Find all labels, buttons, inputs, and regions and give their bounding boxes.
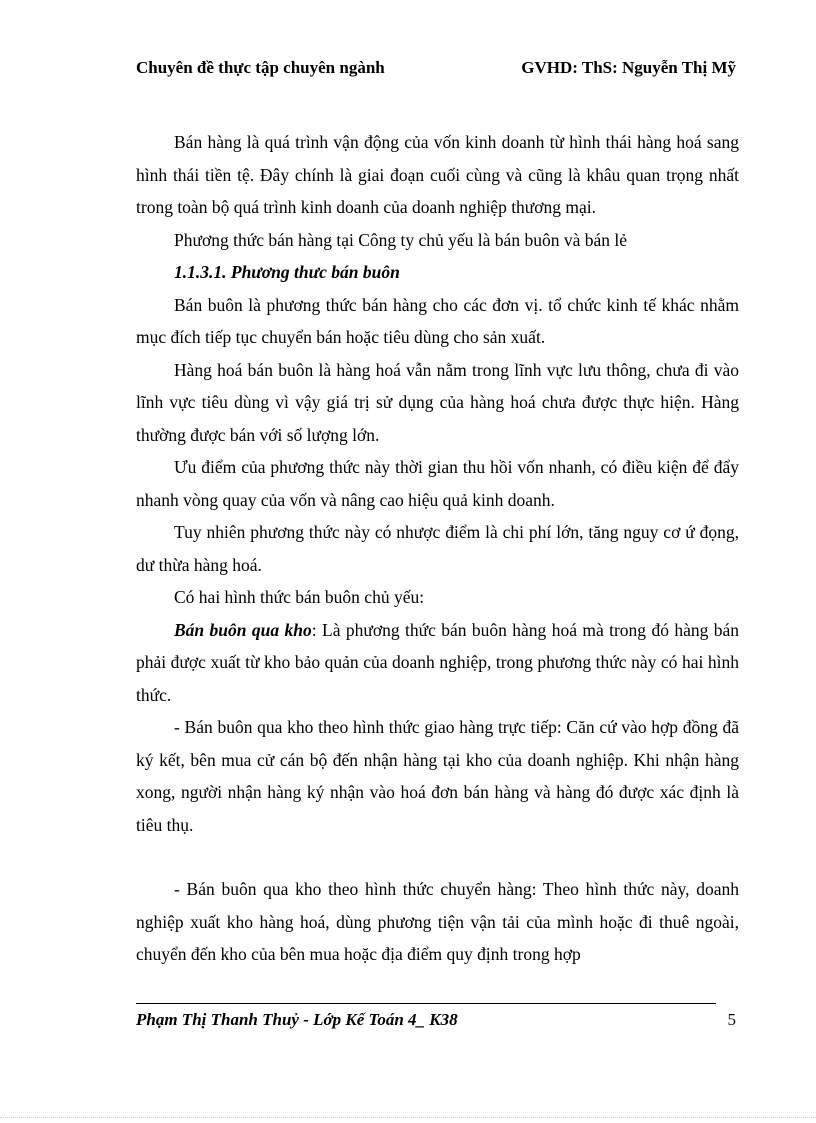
paragraph-wholesale-definition: Bán buôn là phương thức bán hàng cho các đơn vị. tổ chức kinh tế khác nhằm mục đích tiếp tục chuyển bán hoặc tiêu dùng cho sản xuất. bbox=[136, 294, 739, 347]
paragraph-sales-methods: Phương thức bán hàng tại Công ty chủ yếu là bán buôn và bán lẻ bbox=[174, 229, 627, 250]
page-footer bbox=[136, 1010, 736, 1030]
term-warehouse-wholesale: Bán buôn qua kho bbox=[174, 619, 312, 640]
page-number: 5 bbox=[727, 1010, 736, 1029]
paragraph-shipping-delivery: - Bán buôn qua kho theo hình thức chuyển hàng: Theo hình thức này, doanh nghiệp xuất kho hàng hoá, dùng phương tiện vận tải của mình hoặc đi thuê ngoài, chuyển đến kho của bên mua hoặc địa điểm quy định trong hợp bbox=[136, 879, 739, 964]
paragraph-warehouse-wholesale bbox=[136, 614, 739, 712]
footer-divider bbox=[136, 1003, 716, 1004]
paragraph-advantages: Ưu điểm của phương thức này thời gian thu hồi vốn nhanh, có điều kiện để đẩy nhanh vòng quay của vốn và nâng cao hiệu quả kinh doanh. bbox=[136, 457, 739, 510]
header-topic: Chuyên đề thực tập chuyên ngành bbox=[136, 58, 385, 77]
page-header bbox=[136, 58, 736, 78]
paragraph-disadvantages: Tuy nhiên phương thức này có nhược điểm là chi phí lớn, tăng nguy cơ ứ đọng, dư thừa hàng hoá. bbox=[136, 522, 739, 575]
page-edge-divider bbox=[0, 1117, 816, 1118]
document-body bbox=[136, 126, 739, 971]
paragraph-direct-delivery: - Bán buôn qua kho theo hình thức giao hàng trực tiếp: Căn cứ vào hợp đồng đã ký kết, bên mua cử cán bộ đến nhận hàng tại kho của doanh nghiệp. Khi nhận hàng xong, người nhận hàng ký nhận vào hoá đơn bán hàng và hàng đó được xác định là tiêu thụ. bbox=[136, 717, 739, 835]
warehouse-wholesale-text: : Là phương thức bán buôn hàng hoá mà trong đó hàng bán phải được xuất từ kho bảo quản của doanh nghiệp, trong phương thức này có hai hình thức. bbox=[136, 619, 740, 705]
section-heading: 1.1.3.1. Phương thưc bán buôn bbox=[174, 262, 400, 282]
paragraph-wholesale-goods: Hàng hoá bán buôn là hàng hoá vẫn nằm trong lĩnh vực lưu thông, chưa đi vào lĩnh vực tiêu dùng vì vậy giá trị sử dụng của hàng hoá chưa được thực hiện. Hàng thường được bán với số lượng lớn. bbox=[136, 359, 739, 445]
header-supervisor: GVHD: ThS: Nguyễn Thị Mỹ bbox=[521, 58, 736, 77]
footer-author: Phạm Thị Thanh Thuỷ - Lớp Kế Toán 4_ K38 bbox=[136, 1010, 458, 1029]
paragraph-sales-definition: Bán hàng là quá trình vận động của vốn kinh doanh từ hình thái hàng hoá sang hình thái tiền tệ. Đây chính là giai đoạn cuối cùng và cũng là khâu quan trọng nhất trong toàn bộ quá trình kinh doanh của doanh nghiệp thương mại. bbox=[136, 132, 739, 217]
paragraph-two-forms: Có hai hình thức bán buôn chủ yếu: bbox=[174, 587, 425, 607]
